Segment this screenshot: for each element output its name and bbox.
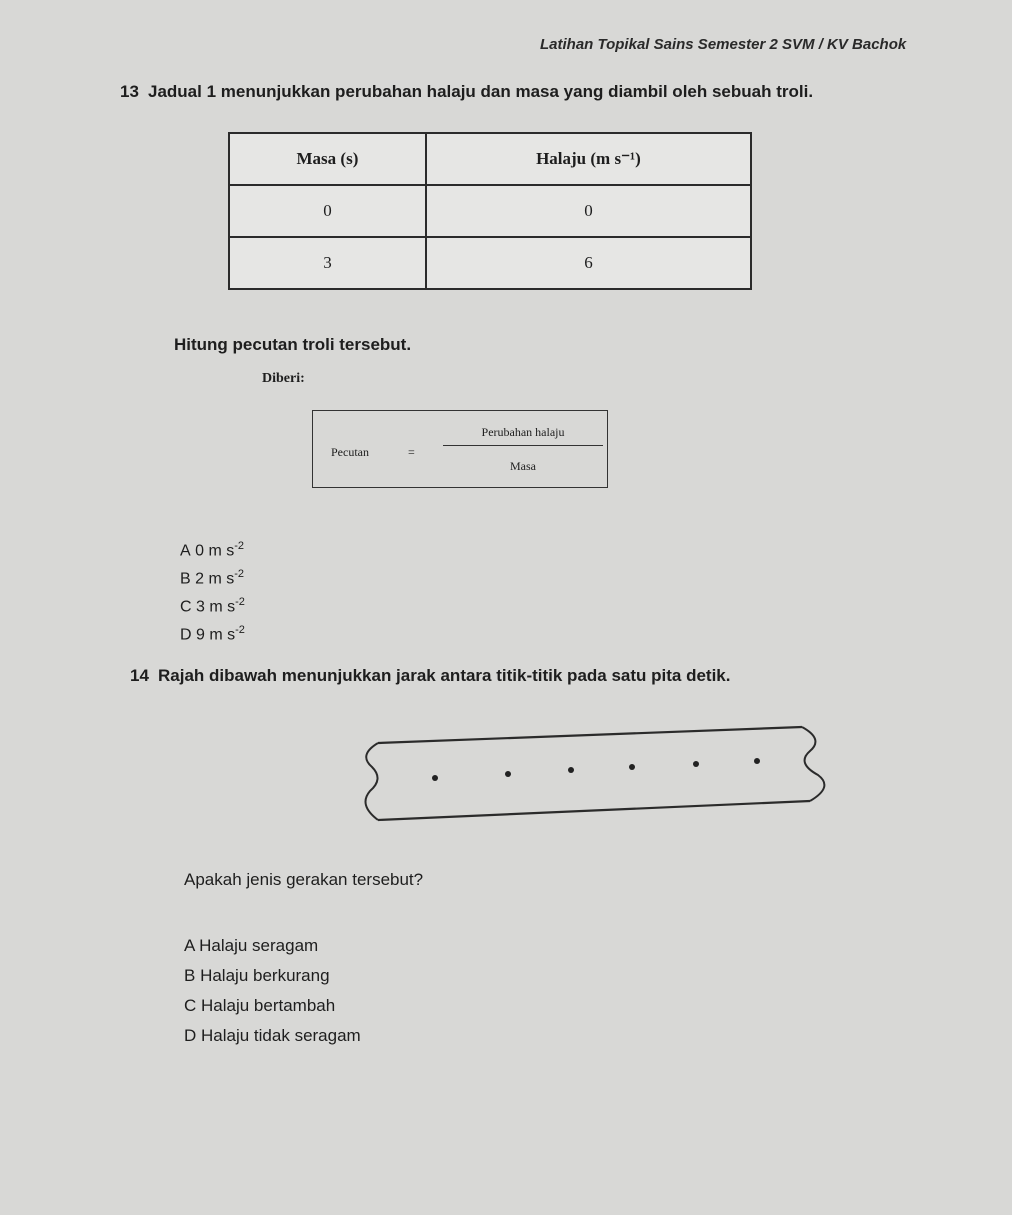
question-14-prompt: Apakah jenis gerakan tersebut?: [184, 870, 424, 889]
option-14-b[interactable]: B Halaju berkurang: [184, 966, 330, 985]
formula-lhs: Pecutan: [331, 445, 369, 459]
table-cell: 0: [229, 185, 426, 237]
tape-dot: [693, 761, 699, 767]
question-14: [130, 666, 730, 686]
formula-equals: =: [408, 445, 415, 459]
tape-dot: [629, 764, 635, 770]
formula-denominator: Masa: [510, 459, 536, 473]
page-header: Latihan Topikal Sains Semester 2 SVM / KV Bachok: [540, 36, 907, 53]
table-row: [229, 237, 751, 289]
option-14-c[interactable]: C Halaju bertambah: [184, 996, 336, 1015]
table-header-halaju: Halaju (m s⁻¹): [426, 133, 751, 185]
question-14-number: 14: [130, 666, 149, 685]
ticker-tape-diagram: [340, 715, 840, 830]
question-13-prompt: Hitung pecutan troli tersebut.: [174, 335, 412, 354]
question-14-text: Rajah dibawah menunjukkan jarak antara titik-titik pada satu pita detik.: [158, 666, 731, 685]
tape-right-tear: [802, 727, 824, 801]
option-13-a[interactable]: A 0 m $s^{-2}$: [180, 540, 245, 560]
option-13-c[interactable]: C 3 m $s^{-2}$: [180, 596, 245, 616]
question-13: [120, 82, 813, 102]
tape-dot: [754, 758, 760, 764]
question-13-number: 13: [120, 82, 139, 101]
tape-dot: [505, 771, 511, 777]
fraction-bar: [443, 445, 603, 446]
tape-top-edge: [378, 727, 802, 743]
table-cell: 6: [426, 237, 751, 289]
table-row: [229, 185, 751, 237]
option-14-d[interactable]: D Halaju tidak seragam: [184, 1026, 361, 1045]
tape-dot: [432, 775, 438, 781]
tape-dot: [568, 767, 574, 773]
acceleration-formula-box: [312, 410, 608, 488]
table-header-masa: Masa (s): [229, 133, 426, 185]
question-13-text: Jadual 1 menunjukkan perubahan halaju dan masa yang diambil oleh sebuah troli.: [148, 82, 814, 101]
tape-left-tear: [366, 743, 379, 820]
velocity-time-table: [228, 132, 752, 290]
table-cell: 3: [229, 237, 426, 289]
formula-numerator: Perubahan halaju: [481, 425, 565, 439]
given-label: Diberi:: [262, 371, 305, 386]
table-cell: 0: [426, 185, 751, 237]
tape-bottom-edge: [378, 801, 810, 820]
option-13-b[interactable]: B 2 m $s^{-2}$: [180, 568, 245, 588]
option-13-d[interactable]: D 9 m $s^{-2}$: [180, 624, 245, 644]
option-14-a[interactable]: A Halaju seragam: [184, 936, 319, 955]
